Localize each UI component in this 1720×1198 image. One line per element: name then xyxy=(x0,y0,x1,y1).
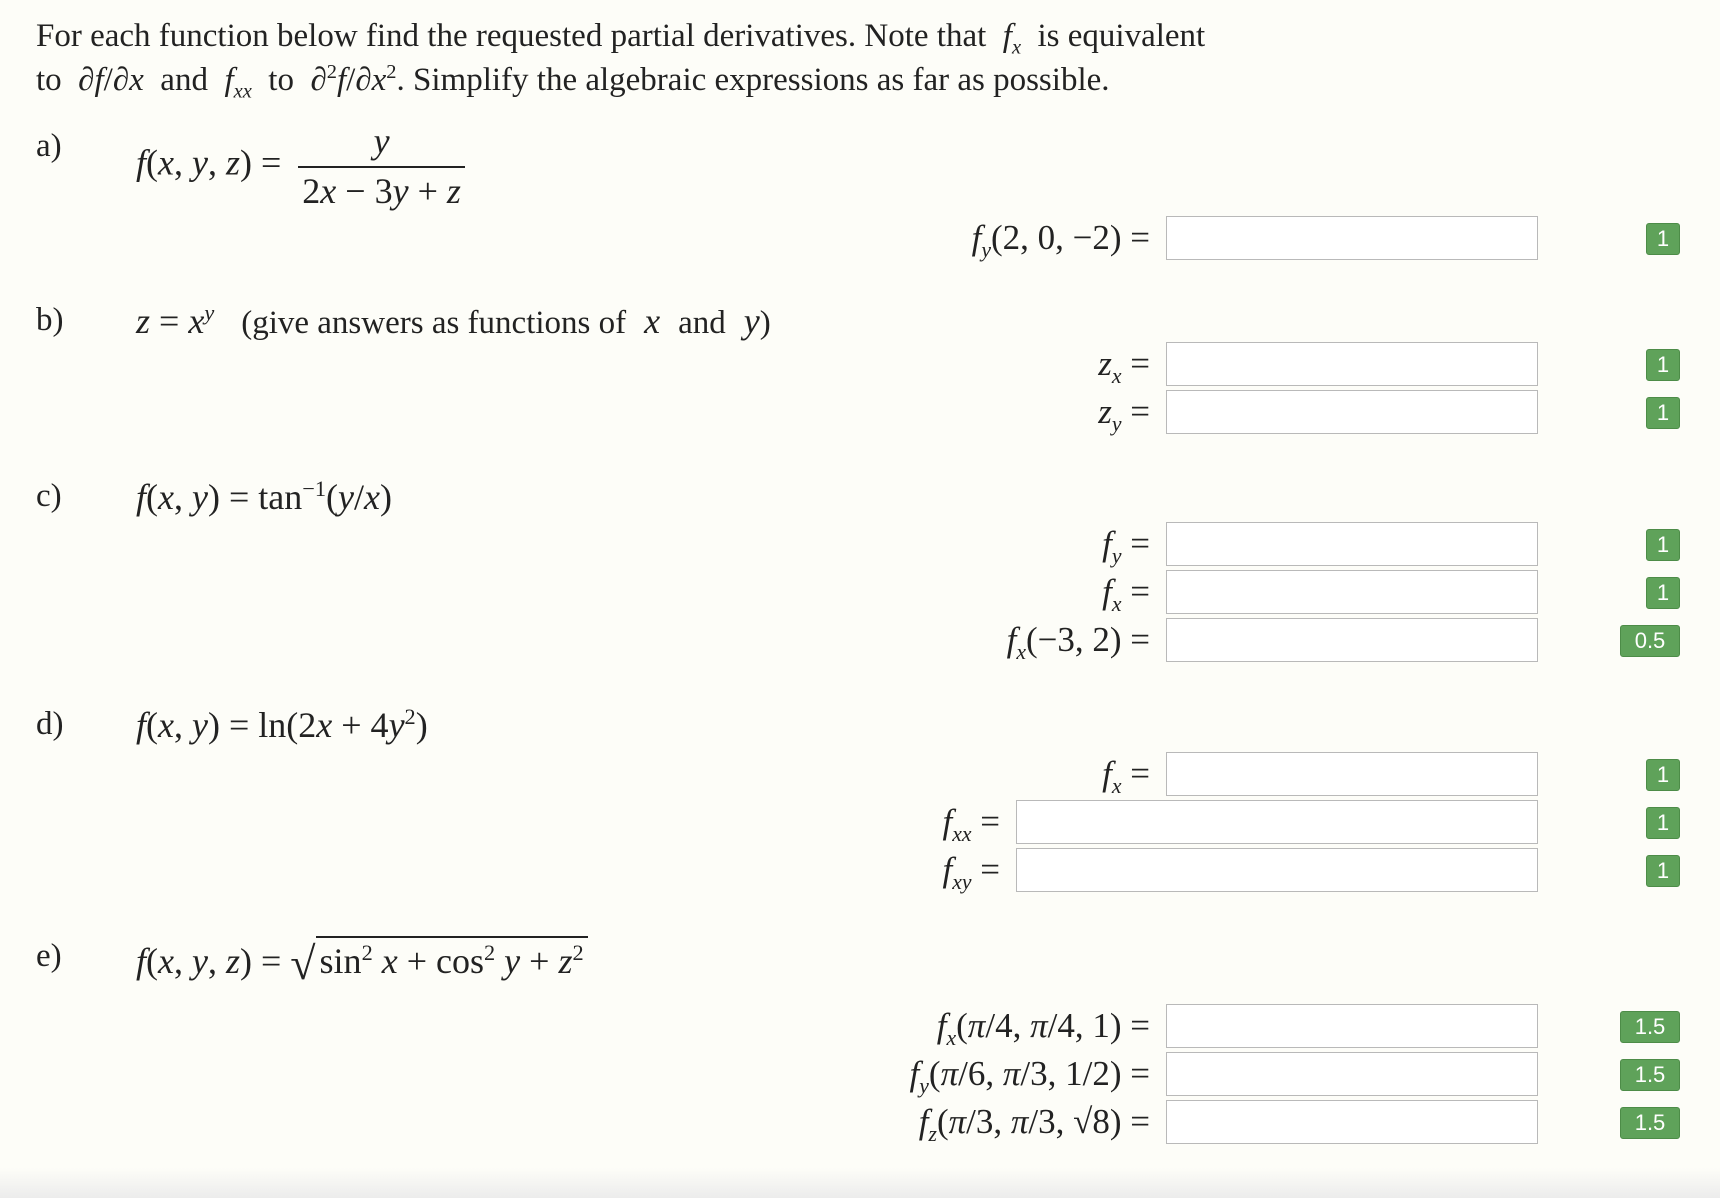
part-c-label: c) xyxy=(36,478,62,514)
part-a-formula: f(x, y, z) = $\frac{y}{2x - 3y + z}$ xyxy=(136,120,465,212)
part-b-label: b) xyxy=(36,302,64,338)
answer-input-e2[interactable] xyxy=(1166,1052,1538,1096)
points-badge-b2: 1 xyxy=(1646,397,1680,429)
part-e-formula: f(x, y, z) = √ $\sin^2 x + \cos^2 y + z^2$ xyxy=(136,936,588,990)
points-badge-c3: 0.5 xyxy=(1620,625,1680,657)
intro-text-5: to xyxy=(268,62,294,98)
answer-label-d3: $f_{xy}$ = xyxy=(942,850,1000,894)
points-badge-d2: 1 xyxy=(1646,807,1680,839)
part-d-label: d) xyxy=(36,706,64,742)
answer-input-d3[interactable] xyxy=(1016,848,1538,892)
part-b-note: (give answers as functions of xyxy=(241,305,627,341)
points-badge-c1: 1 xyxy=(1646,529,1680,561)
answer-input-d2[interactable] xyxy=(1016,800,1538,844)
bottom-shade xyxy=(0,1168,1720,1198)
answer-label-b1: $z_x$ = xyxy=(1098,344,1150,388)
answer-label-c1: $f_y$ = xyxy=(1102,524,1150,568)
part-a-label: a) xyxy=(36,128,62,164)
answer-input-d1[interactable] xyxy=(1166,752,1538,796)
points-badge-d3: 1 xyxy=(1646,855,1680,887)
answer-input-b1[interactable] xyxy=(1166,342,1538,386)
points-badge-b1: 1 xyxy=(1646,349,1680,381)
points-badge-e3: 1.5 xyxy=(1620,1107,1680,1139)
answer-input-c3[interactable] xyxy=(1166,618,1538,662)
intro-text-1: For each function below find the requested partial derivatives. Note that xyxy=(36,18,987,54)
part-d-formula: f(x, $y) = \ln(2x + 4y^2)$ xyxy=(136,704,428,745)
answer-input-c1[interactable] xyxy=(1166,522,1538,566)
part-e-label: e) xyxy=(36,938,62,974)
intro-text-6: . Simplify the algebraic expressions as far as possible. xyxy=(396,62,1110,98)
answer-label-c3: $f_x(-3$, 2) = xyxy=(1006,620,1150,664)
answer-label-d2: $f_{xx}$ = xyxy=(942,802,1000,846)
points-badge-c2: 1 xyxy=(1646,577,1680,609)
points-badge-d1: 1 xyxy=(1646,759,1680,791)
intro-text-2: is equivalent xyxy=(1037,18,1206,54)
answer-input-a1[interactable] xyxy=(1166,216,1538,260)
points-badge-e1: 1.5 xyxy=(1620,1011,1680,1043)
answer-input-b2[interactable] xyxy=(1166,390,1538,434)
intro-text-4: and xyxy=(160,62,208,98)
part-b-formula: $z = x^y$ (give answers as functions of x and y) xyxy=(136,300,771,341)
answer-label-d1: $f_x$ = xyxy=(1102,754,1150,798)
answer-input-e3[interactable] xyxy=(1166,1100,1538,1144)
points-badge-e2: 1.5 xyxy=(1620,1059,1680,1091)
answer-label-b2: $z_y$ = xyxy=(1098,392,1150,436)
intro-text-3: to xyxy=(36,62,62,98)
points-badge-a1: 1 xyxy=(1646,223,1680,255)
answer-input-c2[interactable] xyxy=(1166,570,1538,614)
answer-input-e1[interactable] xyxy=(1166,1004,1538,1048)
instructions: For each function below find the requested partial derivatives. Note that $f_x$ is equivalent to ∂f/∂x and $f_{xx}$ to $\partial^2f/\partial x^2$. Simplify the algebraic expressions as far as possible. xyxy=(36,18,1206,103)
answer-label-c2: $f_x$ = xyxy=(1102,572,1150,616)
part-b-close: ) xyxy=(759,305,771,341)
answer-label-e2: $f_y(\pi/6$, π/3, 1/2) = xyxy=(909,1054,1150,1098)
part-b-and: and xyxy=(678,305,726,341)
answer-label-e3: $f_z(\pi/3$, π/3, √8) = xyxy=(918,1102,1150,1146)
answer-label-e1: $f_x(\pi/4$, π/4, 1) = xyxy=(936,1006,1150,1050)
answer-label-a1: $f_y(2$, 0, −2) = xyxy=(971,218,1150,262)
part-c-formula: f(x, $y) = \tan^{-1}(y/x)$ xyxy=(136,476,392,517)
